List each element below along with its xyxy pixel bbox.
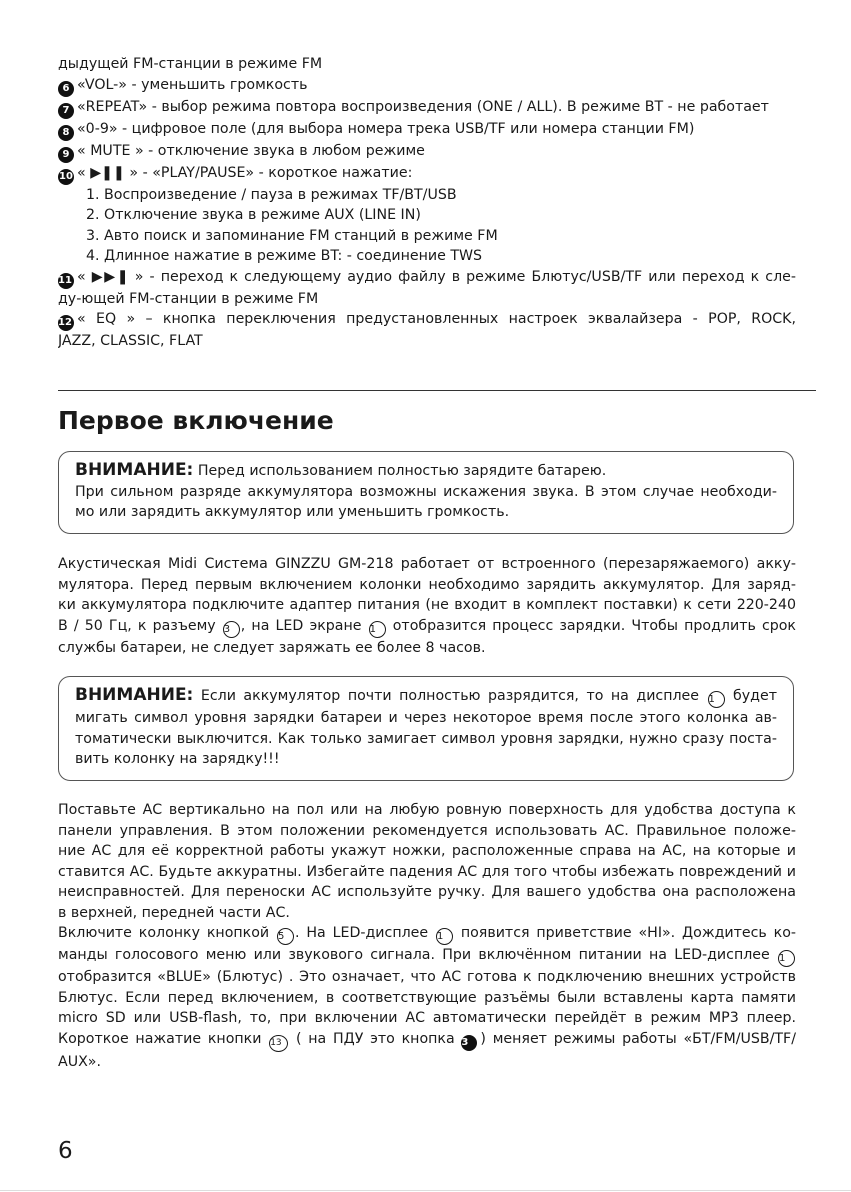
- item-number: 10: [58, 169, 74, 185]
- text-run: ( на ПДУ это кнопка: [289, 1030, 462, 1047]
- paragraph-line: [58, 945, 796, 967]
- paragraph-line: AUX».: [58, 1053, 101, 1070]
- warning-line: При сильном разряде аккумулятора возможны искажения звука. В этом случае необходи-: [75, 483, 777, 500]
- warning-line: вить колонку на зарядку!!!: [75, 751, 280, 767]
- list-item: [58, 75, 796, 97]
- page-number: 6: [58, 1138, 73, 1164]
- item-text: « ▶❚❚ » - «PLAY/PAUSE» - короткое нажатие:: [77, 164, 413, 181]
- item-text: « MUTE » - отключение звука в любом режиме: [77, 142, 425, 159]
- paragraph-line: мулятора. Перед первым включением колонки необходимо зарядить аккумулятор. Для заряд-: [58, 576, 796, 593]
- paragraph-line: отобразится «BLUE» (Блютус) . Это означает, что АС готова к подключению внешних устройств: [58, 969, 796, 985]
- list-item: [58, 163, 796, 185]
- ref-number: 5: [277, 928, 294, 945]
- warning-line: мигать символ уровня зарядки батареи и через некоторое время после этого колонка ав-: [75, 710, 777, 726]
- item-number: 7: [58, 103, 74, 119]
- paragraph-line: ки аккумулятора подключите адаптер питания (не входит в комплект поставки) к сети 220-240: [58, 597, 796, 613]
- item-number: 9: [58, 147, 74, 163]
- ref-number: 13: [269, 1035, 288, 1052]
- paragraph-line: [58, 1029, 796, 1052]
- ref-number: 1: [708, 691, 725, 708]
- sub-item: 2. Отключение звука в режиме AUX (LINE IN): [86, 207, 421, 223]
- section-heading: Первое включение: [58, 406, 334, 435]
- text-run: Включите колонку кнопкой: [58, 925, 276, 941]
- sub-item: 4. Длинное нажатие в режиме BT: - соединение TWS: [86, 248, 483, 264]
- paragraph-line: Блютус. Если перед включением, в соответствующие разъёмы были вставлены карта памяти: [58, 989, 796, 1006]
- sub-item: 3. Авто поиск и запоминание FM станций в режиме FM: [86, 227, 498, 244]
- sub-item: 1. Воспроизведение / пауза в режимах TF/BT/USB: [86, 186, 457, 203]
- item-text: «REPEAT» - выбор режима повтора воспроизведения (ONE / ALL). В режиме BT - не работает: [77, 98, 769, 115]
- paragraph-line: [58, 616, 796, 638]
- paragraph-line: службы батареи, не следует заряжать ее более 8 часов.: [58, 639, 486, 656]
- warning-line: томатически выключится. Как только замигает символ уровня зарядки, нужно сразу поста-: [75, 730, 777, 747]
- paragraph-line: ние АС для её корректной работы укажут ножки, расположенные справа на АС, на которые и: [58, 843, 796, 859]
- ref-number: 1: [778, 950, 795, 967]
- warning-line: мо или зарядить аккумулятор или уменьшить громкость.: [75, 504, 510, 520]
- warning-box-discharge: [58, 676, 794, 781]
- page-edge: [0, 1190, 851, 1191]
- text-run: появится приветствие «HI». Дождитесь ко-: [454, 925, 796, 941]
- text-run: В / 50 Гц, к разъему: [58, 617, 222, 634]
- top-list: [58, 54, 796, 352]
- list-item: [58, 97, 796, 119]
- text-run: отобразится процесс зарядки. Чтобы продлить срок: [386, 617, 796, 634]
- text-run: ) меняет режимы работы «БТ/FM/USB/TF/: [480, 1030, 796, 1047]
- item-number: 6: [58, 81, 74, 97]
- paragraph-battery: [58, 554, 796, 658]
- list-line: дыдущей FM-станции в режиме FM: [58, 56, 323, 72]
- text-run: , на LED экране: [240, 617, 368, 634]
- ref-number: 1: [436, 928, 453, 945]
- item-text: «0-9» - цифровое поле (для выбора номера трека USB/TF или номера станции FM): [77, 120, 695, 137]
- warning-text: Перед использованием полностью зарядите батарею.: [193, 463, 607, 479]
- ref-number: 3: [223, 621, 240, 638]
- item-number: 8: [58, 125, 74, 141]
- warning-text: Если аккумулятор почти полностью разрядится, то на дисплее: [193, 688, 707, 704]
- paragraph-line: Акустическая Midi Система GINZZU GM-218 работает от встроенного (перезаряжаемого) акку-: [58, 556, 796, 572]
- ref-number-filled: 3: [461, 1035, 477, 1051]
- list-item: [58, 141, 796, 163]
- list-item: [58, 119, 796, 141]
- paragraph-line: micro SD или USB-flash, то, при включении АС автоматически перейдёт в режим MP3 плеер.: [58, 1010, 796, 1026]
- text-run: Короткое нажатие кнопки: [58, 1030, 269, 1047]
- item-text: «VOL-» - уменьшить громкость: [77, 76, 308, 93]
- ref-number: 1: [369, 621, 386, 638]
- text-run: манды голосового меню или звукового сигнала. При включённом питании на LED-дисплее: [58, 947, 777, 963]
- warning-text: будет: [725, 688, 777, 704]
- warning-line: [75, 460, 777, 482]
- item-text: « EQ » – кнопка переключения предустановленных настроек эквалайзера - POP, ROCK,: [77, 311, 796, 327]
- list-line: JAZZ, CLASSIC, FLAT: [58, 333, 203, 349]
- paragraph-setup: [58, 800, 796, 1072]
- list-line: ду-ющей FM-станции в режиме FM: [58, 290, 319, 307]
- paragraph-line: панели управления. В этом положении рекомендуется использовать АС. Правильное положе-: [58, 822, 796, 839]
- warning-box-charge: [58, 451, 794, 534]
- paragraph-line: Поставьте АС вертикально на пол или на любую ровную поверхность для удобства доступа к: [58, 802, 796, 818]
- paragraph-line: в верхней, передней части АС.: [58, 904, 290, 921]
- warning-line: [75, 685, 777, 708]
- section-divider: [58, 390, 816, 391]
- warning-label: ВНИМАНИЕ:: [75, 685, 194, 705]
- item-text: « ▶▶❚ » - переход к следующему аудио файлу в режиме Блютус/USB/TF или переход к сле-: [77, 268, 796, 285]
- list-item: [58, 267, 796, 289]
- item-number: 12: [58, 315, 74, 331]
- item-number: 11: [58, 273, 74, 289]
- warning-label: ВНИМАНИЕ:: [75, 460, 194, 480]
- paragraph-line: ставится АС. Будьте аккуратны. Избегайте падения АС для того чтобы избежать повреждений и: [58, 863, 796, 880]
- text-run: . На LED-дисплее: [295, 925, 435, 941]
- paragraph-line: [58, 923, 796, 945]
- list-item: [58, 309, 796, 331]
- paragraph-line: неисправностей. Для переноски АС используйте ручку. Для вашего удобства она расположена: [58, 884, 796, 900]
